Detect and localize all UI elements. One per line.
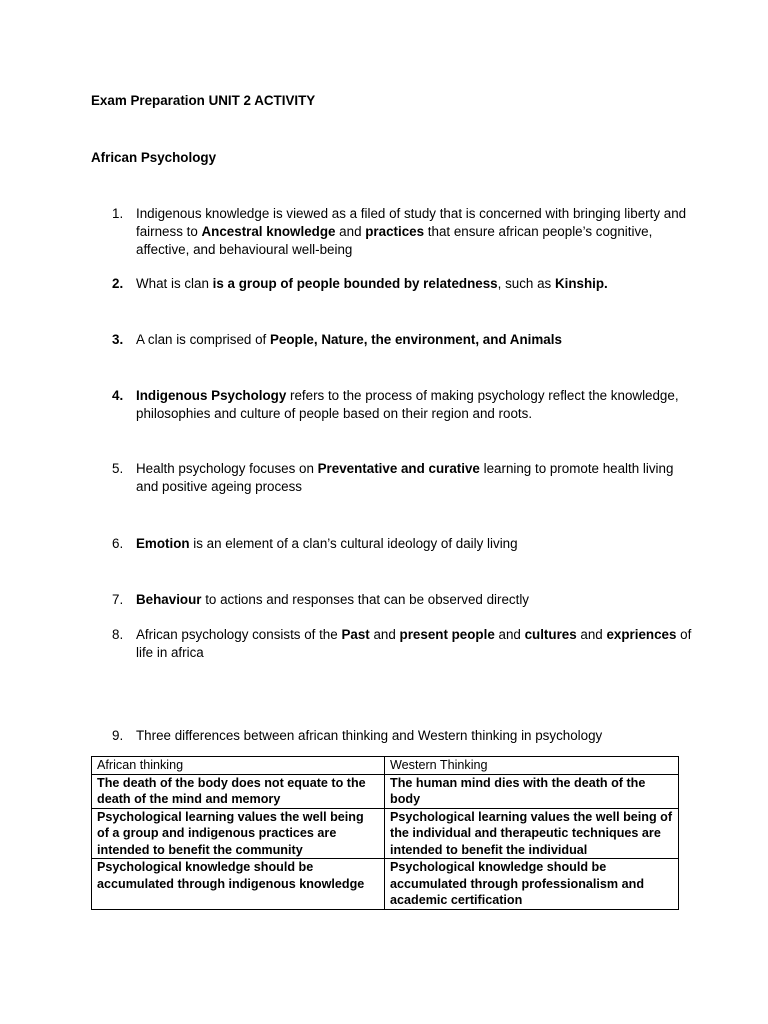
table-cell-african: Psychological learning values the well being of a group and indigenous practices are intended to benefit the community: [92, 808, 385, 859]
question-text: [136, 727, 692, 745]
text-run: that ensure african people’s cognitive, affective, and behavioural well-being: [136, 224, 653, 257]
section-heading: African Psychology: [91, 150, 217, 165]
question-number: 8.: [112, 627, 124, 642]
text-run: and: [576, 627, 607, 642]
question-number: 2.: [112, 276, 124, 291]
table-row: [92, 808, 679, 859]
question-4: [112, 387, 692, 423]
text-run: to actions and responses that can be observed directly: [201, 592, 530, 607]
question-number: 5.: [112, 461, 124, 476]
bold-text-run: expriences: [606, 627, 677, 642]
question-text: [136, 535, 692, 553]
comparison-table: [91, 756, 679, 910]
text-run: Three differences between african thinking and Western thinking in psychology: [136, 728, 603, 743]
text-run: and: [369, 627, 400, 642]
bold-text-run: Past: [341, 627, 370, 642]
document-title: Exam Preparation UNIT 2 ACTIVITY: [91, 93, 316, 108]
text-run: , such as: [497, 276, 555, 291]
question-text: [136, 205, 692, 259]
column-header-african: African thinking: [92, 757, 385, 775]
text-run: and: [494, 627, 525, 642]
question-number: 7.: [112, 592, 124, 607]
text-run: What is clan: [136, 276, 213, 291]
question-text: [136, 387, 692, 423]
bold-text-run: Emotion: [136, 536, 190, 551]
text-run: A clan is comprised of: [136, 332, 270, 347]
table-header-row: [92, 757, 679, 775]
bold-text-run: People, Nature, the environment, and Animals: [269, 332, 562, 347]
question-8: [112, 626, 692, 662]
question-number: 4.: [112, 388, 124, 403]
text-run: Indigenous knowledge is viewed as a filed of study that is concerned with bringing liberty and fairness to: [136, 206, 687, 239]
bold-text-run: Preventative and curative: [317, 461, 480, 476]
text-run: and: [335, 224, 366, 239]
question-text: [136, 275, 692, 293]
bold-text-run: Kinship.: [554, 276, 608, 291]
question-text: [136, 626, 692, 662]
question-text: [136, 460, 692, 496]
bold-text-run: present people: [399, 627, 495, 642]
question-9: [112, 727, 692, 745]
table-row: [92, 859, 679, 910]
table-cell-african: The death of the body does not equate to the death of the mind and memory: [92, 774, 385, 808]
question-number: 6.: [112, 536, 124, 551]
text-run: learning to promote health living and positive ageing process: [136, 461, 674, 494]
bold-text-run: is a group of people bounded by relatedness: [212, 276, 498, 291]
text-run: African psychology consists of the: [136, 627, 342, 642]
question-text: [136, 331, 692, 349]
bold-text-run: practices: [365, 224, 425, 239]
question-3: [112, 331, 692, 349]
table-cell-western: The human mind dies with the death of the body: [385, 774, 679, 808]
bold-text-run: cultures: [524, 627, 577, 642]
question-2: [112, 275, 692, 293]
table-cell-western: Psychological knowledge should be accumulated through professionalism and academic certification: [385, 859, 679, 910]
table-cell-western: Psychological learning values the well being of the individual and therapeutic techniques are intended to benefit the individual: [385, 808, 679, 859]
question-number: 9.: [112, 728, 124, 743]
question-number: 3.: [112, 332, 124, 347]
column-header-western: Western Thinking: [385, 757, 679, 775]
question-5: [112, 460, 692, 496]
table-row: [92, 774, 679, 808]
table-cell-african: Psychological knowledge should be accumulated through indigenous knowledge: [92, 859, 385, 910]
text-run: is an element of a clan’s cultural ideology of daily living: [189, 536, 518, 551]
question-7: [112, 591, 692, 609]
question-text: [136, 591, 692, 609]
bold-text-run: Behaviour: [136, 592, 202, 607]
bold-text-run: Ancestral knowledge: [201, 224, 336, 239]
question-1: [112, 205, 692, 259]
text-run: refers to the process of making psychology reflect the knowledge, philosophies and culture of people based on their region and roots.: [136, 388, 679, 421]
question-6: [112, 535, 692, 553]
text-run: Health psychology focuses on: [136, 461, 318, 476]
question-number: 1.: [112, 206, 124, 221]
text-run: of life in africa: [136, 627, 692, 660]
bold-text-run: Indigenous Psychology: [136, 388, 287, 403]
